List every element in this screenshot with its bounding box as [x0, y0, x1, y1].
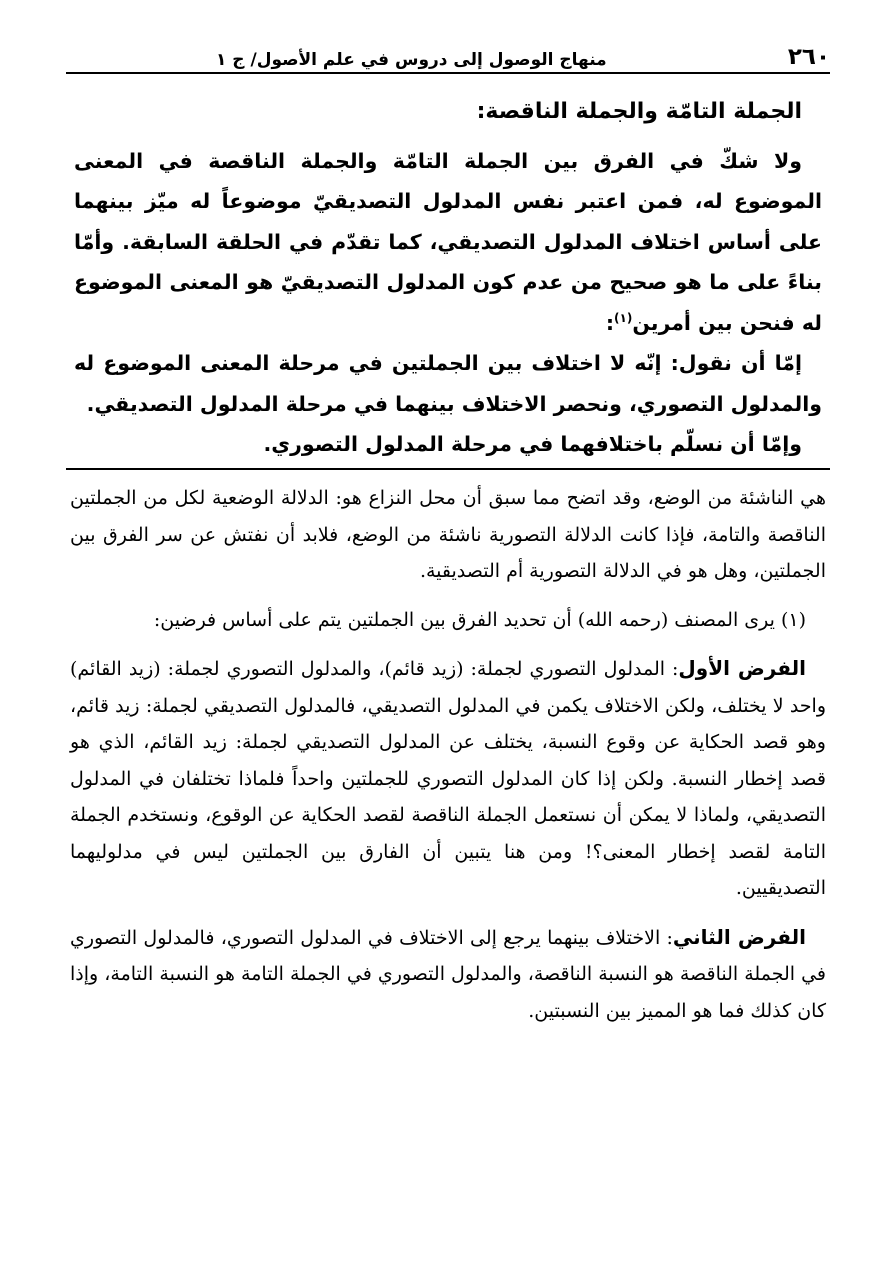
footnote-first-hypothesis — [70, 650, 826, 907]
page-number: ٢٦٠ — [787, 44, 830, 70]
page-header — [66, 30, 830, 70]
running-title: منهاج الوصول إلى دروس في علم الأصول/ ج ١ — [216, 50, 607, 70]
paragraph-1-end: : — [605, 310, 615, 335]
paragraph-2: إمّا أن نقول: إنّه لا اختلاف بين الجملتين في مرحلة المعنى الموضوع له والمدلول التصوري، ونحصر الاختلاف بينهما في مرحلة المدلول التصديقي. — [74, 351, 822, 416]
footnote-1: (١) يرى المصنف (رحمه الله) أن تحديد الفرق بين الجملتين يتم على أساس فرضين: — [153, 608, 806, 631]
first-hypothesis-label: الفرض الأول — [678, 656, 806, 680]
header-rule — [66, 72, 830, 74]
main-text — [74, 92, 822, 465]
second-hypothesis-text: : الاختلاف بينهما يرجع إلى الاختلاف في المدلول التصوري، فالمدلول التصوري في الجملة الناقصة هو النسبة الناقصة، والمدلول التصوري في الجملة التامة هو النسبة التامة، وإذا كان كذلك فما هو المميز بين النسبتين. — [70, 926, 826, 1022]
footnotes — [70, 480, 826, 1029]
footnote-separator — [66, 468, 830, 470]
section-heading: الجملة التامّة والجملة الناقصة: — [476, 99, 802, 124]
footnote-reference: (١) — [614, 310, 633, 325]
paragraph-1 — [74, 141, 822, 344]
second-hypothesis-label: الفرض الثاني — [672, 924, 806, 949]
paragraph-3: وإمّا أن نسلّم باختلافهما في مرحلة المدلول التصوري. — [263, 432, 802, 456]
first-hypothesis-text: : المدلول التصوري لجملة: (زيد قائم)، والمدلول التصوري لجملة: (زيد القائم) واحد لا يختلف، ولكن الاختلاف يكمن في المدلول التصديقي، فالمدلول التصديقي لجملة: زيد قائم، وهو قصد الحكاية عن وقوع النسبة، يختلف عن المدلول التصديقي لجملة: زيد القائم، الذي هو قصد إخطار النسبة. ولكن إذا كان المدلول التصوري للجملتين واحداً فلماذا تختلفان في المدلول التصديقي، ولماذا لا يمكن أن نستعمل الجملة الناقصة لقصد الحكاية عن الوقوع، ونستخدم الجملة التامة لقصد إخطار المعنى؟! ومن هنا يتبين أن الفارق بين الجملتين ليس في مدلوليهما التصديقيين. — [70, 658, 826, 899]
footnote-continuation: هي الناشئة من الوضع، وقد اتضح مما سبق أن محل النزاع هو: الدلالة الوضعية لكل من الجملتين الناقصة والتامة، فإذا كانت الدلالة التصورية ناشئة من الوضع، فلابد أن نفتش عن سر الفرق بين الجملتين، وهل هو في الدلالة التصورية أم التصديقية. — [70, 487, 826, 582]
footnote-second-hypothesis — [70, 919, 826, 1030]
paragraph-1-text: ولا شكّ في الفرق بين الجملة التامّة والجملة الناقصة في المعنى الموضوع له، فمن اعتبر نفس المدلول التصديقيّ موضوعاً له ميّز بينهما على أساس اختلاف المدلول التصديقي، كما تقدّم في الحلقة السابقة. وأمّا بناءً على ما هو صحيح من عدم كون المدلول التصديقيّ هو المعنى الموضوع له فنحن بين أمرين — [74, 148, 822, 335]
